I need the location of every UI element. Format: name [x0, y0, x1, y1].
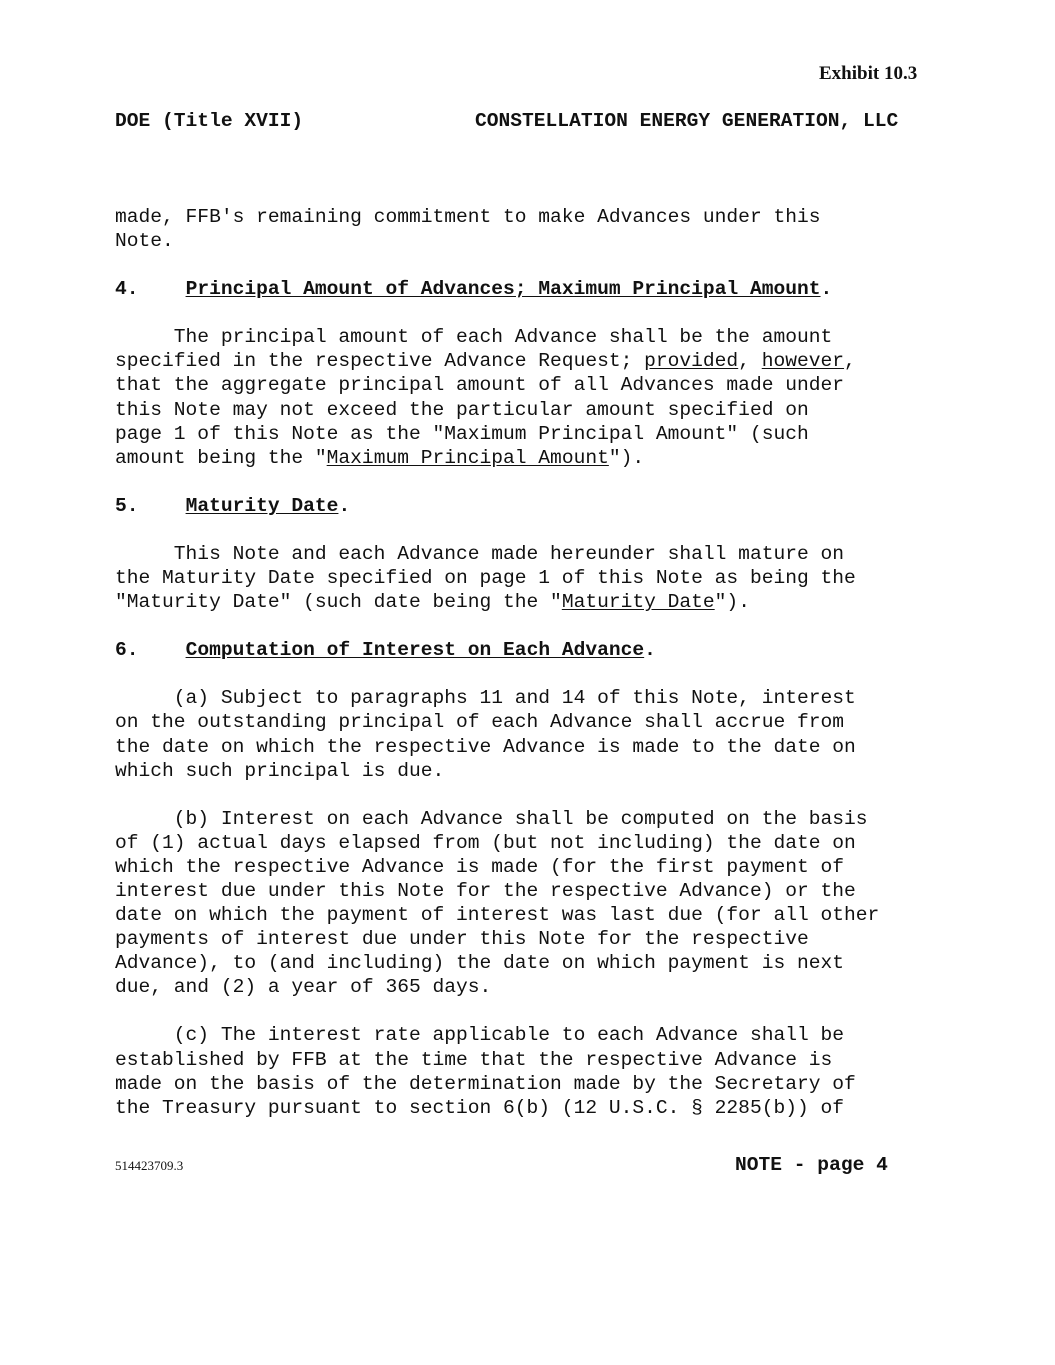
however-term: however — [761, 350, 845, 373]
section-4-title: Principal Amount of Advances; Maximum Principal Amount — [185, 278, 821, 301]
document-body — [115, 205, 945, 1144]
section-6b-paragraph: (b) Interest on each Advance shall be computed on the basis of (1) actual days elapsed from (but not including) the date on which the respective Advance is made (for the first payment of interest due under this Note for the respective Advance) or the date on which the payment of interest was last due (for all other payments of interest due under this Note for the respective Advance), to (and including) the date on which payment is next due, and (2) a year of 365 days. — [115, 807, 880, 999]
section-5-paragraph: This Note and each Advance made hereunder shall mature on the Maturity Date specified on page 1 of this Note as being the "Maturity Date" (such date being the "Maturity Date"). — [115, 542, 856, 614]
section-4-paragraph: The principal amount of each Advance shall be the amount specified in the respective Advance Request; provided, however, that the aggregate principal amount of all Advances made under this Note may not exceed the particular amount specified on page 1 of this Note as the "Maximum Principal Amount" (such amount being the "Maximum Principal Amount"). — [115, 326, 856, 469]
section-6a-paragraph: (a) Subject to paragraphs 11 and 14 of this Note, interest on the outstanding principal of each Advance shall accrue from the date on which the respective Advance is made to the date on which such principal is due. — [115, 687, 856, 782]
section-4-heading: 4. Principal Amount of Advances; Maximum Principal Amount. — [115, 278, 833, 301]
page-number-label: NOTE - page 4 — [735, 1154, 888, 1176]
section-6-title: Computation of Interest on Each Advance — [185, 639, 645, 662]
document-id: 514423709.3 — [115, 1158, 184, 1173]
section-6c-paragraph: (c) The interest rate applicable to each Advance shall be established by FFB at the time that the respective Advance is made on the basis of the determination made by the Secretary of the Treasury pursuant to section 6(b) (12 U.S.C. § 2285(b)) of — [115, 1024, 856, 1119]
maximum-principal-amount-term: Maximum Principal Amount — [326, 446, 609, 469]
header-left: DOE (Title XVII) — [115, 110, 304, 132]
section-6-heading: 6. Computation of Interest on Each Advance. — [115, 639, 656, 662]
maturity-date-term: Maturity Date — [561, 591, 715, 614]
exhibit-label: Exhibit 10.3 — [819, 63, 918, 84]
intro-paragraph: made, FFB's remaining commitment to make Advances under this Note. — [115, 206, 821, 253]
section-5-title: Maturity Date — [185, 494, 339, 517]
provided-term: provided — [644, 350, 739, 373]
section-5-heading: 5. Maturity Date. — [115, 494, 351, 517]
header-right: CONSTELLATION ENERGY GENERATION, LLC — [475, 110, 899, 132]
